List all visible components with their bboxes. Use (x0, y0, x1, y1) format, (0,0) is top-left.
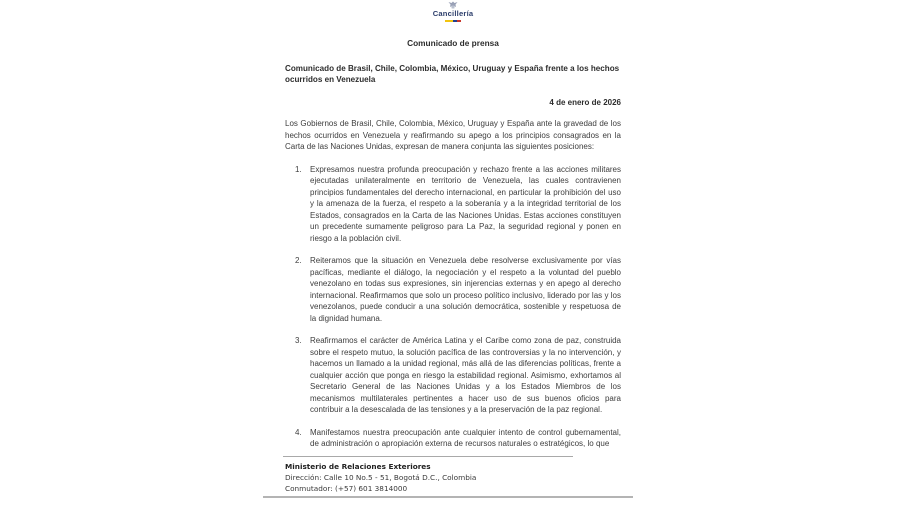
communique-heading: Comunicado de Brasil, Chile, Colombia, México, Uruguay y España frente a los hechos ocurridos en Venezuela (285, 63, 620, 84)
footer-divider (283, 456, 573, 457)
list-item (285, 335, 621, 416)
positions-list (285, 164, 621, 450)
bottom-divider (263, 496, 633, 498)
document-date: 4 de enero de 2026 (549, 97, 621, 107)
list-item-text: Reiteramos que la situación en Venezuela debe resolverse exclusivamente por vías pacíficas, mediante el diálogo, la negociación y el respeto a la voluntad del pueblo venezolano en todas sus expresiones, sin injerencias externas y en apego al derecho internacional. Reafirmamos que solo un proceso político inclusivo, liderado por las y los venezolanos, puede conducir a una solución democrática, sostenible y respetuosa de la dignidad humana. (310, 256, 621, 323)
logo-wordmark: Cancillería (432, 9, 474, 18)
list-item-text: Expresamos nuestra profunda preocupación y rechazo frente a las acciones militares ejecutadas unilateralmente en territorio de Venezuela, las cuales contravienen principios fundamentales del derecho internacional, en particular la prohibición del uso y la amenaza de la fuerza, el respeto a la soberanía y a la integridad territorial de los Estados, consagrados en la Carta de las Naciones Unidas. Estas acciones constituyen un precedente sumamente peligroso para La Paz, la seguridad regional y ponen en riesgo a la población civil. (310, 164, 621, 243)
flag-yellow-stripe (445, 20, 453, 22)
list-item-text: Reafirmamos el carácter de América Latina y el Caribe como zona de paz, construida sobre el respeto mutuo, la solución pacífica de las controversias y la no intervención, y hacemos un llamado a la unidad regional, más allá de las diferencias políticas, frente a cualquier acción que ponga en riesgo la estabilidad regional. Asimismo, exhortamos al Secretario General de las Naciones Unidas y a los Estados Miembros de los mecanismos multilaterales pertinentes a hacer uso de sus buenos oficios para contribuir a la desescalada de las tensiones y a la preservación de la paz regional. (310, 336, 621, 414)
cancilleria-logo (285, 0, 621, 22)
flag-red-stripe (457, 20, 461, 22)
list-item (285, 255, 621, 324)
list-item-number: 1. (295, 164, 302, 174)
ministry-name: Ministerio de Relaciones Exteriores (285, 462, 431, 471)
list-item-text: Manifestamos nuestra preocupación ante cualquier intento de control gubernamental, de administración o apropiación externa de recursos naturales o estratégicos, lo que (310, 427, 621, 448)
document-type-title: Comunicado de prensa (407, 38, 499, 48)
ministry-address: Dirección: Calle 10 No.5 - 51, Bogotá D.C., Colombia (285, 473, 477, 482)
list-item (285, 164, 621, 245)
page-footer (285, 459, 630, 494)
press-release-document (285, 0, 621, 460)
list-item-number: 2. (295, 256, 302, 265)
colombia-flag-bar (445, 20, 461, 22)
list-item-number: 4. (295, 427, 302, 437)
coat-of-arms-icon (447, 1, 459, 9)
ministry-phone: Conmutador: (+57) 601 3814000 (285, 484, 408, 493)
list-item (285, 427, 621, 450)
list-item-number: 3. (295, 336, 302, 345)
intro-paragraph: Los Gobiernos de Brasil, Chile, Colombia, México, Uruguay y España ante la gravedad de los hechos ocurridos en Venezuela y reafirmando su apego a los principios consagrados en la Carta de las Naciones Unidas, expresan de manera conjunta las siguientes posiciones: (285, 119, 621, 151)
